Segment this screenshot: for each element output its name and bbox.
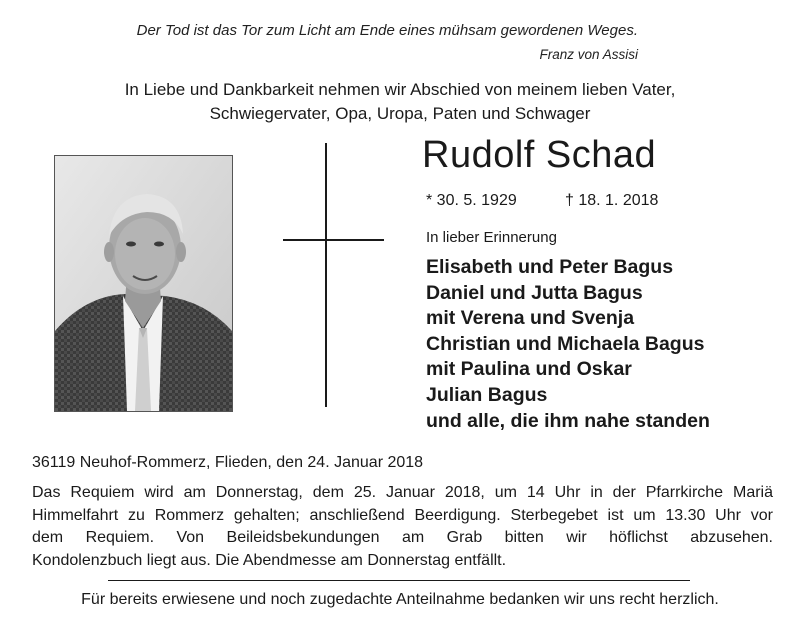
epigraph-quote: Der Tod ist das Tor zum Licht am Ende eines mühsam gewordenen Weges.	[136, 22, 638, 39]
epigraph-author: Franz von Assisi	[539, 47, 638, 62]
mourner-line: Elisabeth und Peter Bagus	[426, 256, 674, 278]
mourner-line: Daniel und Jutta Bagus	[426, 281, 643, 304]
mourner-line: Julian Bagus	[426, 383, 548, 406]
death-date: † 18. 1. 2018	[565, 192, 659, 209]
requiem-line: Himmelfahrt zu Rommerz gehalten; anschließend Beerdigung. Sterbegebet ist um 13.30 Uhr vor	[32, 506, 773, 524]
intro-line-1: In Liebe und Dankbarkeit nehmen wir Abschied von meinem lieben Vater,	[124, 80, 676, 99]
mourner-line: und alle, die ihm nahe standen	[426, 409, 710, 432]
mourner-line: mit Paulina und Oskar	[426, 358, 632, 381]
thanks-note: Für bereits erwiesene und noch zugedachte Anteilnahme bedanken wir uns recht herzlich.	[81, 591, 719, 608]
mourner-line: Christian und Michaela Bagus	[426, 332, 705, 355]
mourner-line: mit Verena und Svenja	[426, 307, 635, 330]
place-and-date: 36119 Neuhof-Rommerz, Flieden, den 24. Januar 2018	[32, 454, 424, 471]
portrait-photo	[54, 155, 233, 412]
requiem-line: Kondolenzbuch liegt aus. Die Abendmesse am Donnerstag entfällt.	[32, 551, 507, 569]
requiem-paragraph	[32, 482, 773, 572]
cross-vertical-bar	[325, 143, 327, 407]
requiem-line: Das Requiem wird am Donnerstag, dem 25. Januar 2018, um 14 Uhr in der Pfarrkirche Mariä	[32, 484, 773, 501]
requiem-line: dem Requiem. Von Beileidsbekundungen am Grab bitten wir höflichst abzusehen.	[32, 529, 773, 546]
birth-date: * 30. 5. 1929	[426, 192, 517, 209]
deceased-name: Rudolf Schad	[422, 134, 657, 176]
mourners-list	[426, 255, 710, 434]
cross-horizontal-bar	[283, 239, 384, 241]
memory-label: In lieber Erinnerung	[426, 229, 557, 246]
intro-line-2: Schwiegervater, Opa, Uropa, Paten und Schwager	[209, 104, 591, 123]
divider-line	[108, 580, 690, 581]
